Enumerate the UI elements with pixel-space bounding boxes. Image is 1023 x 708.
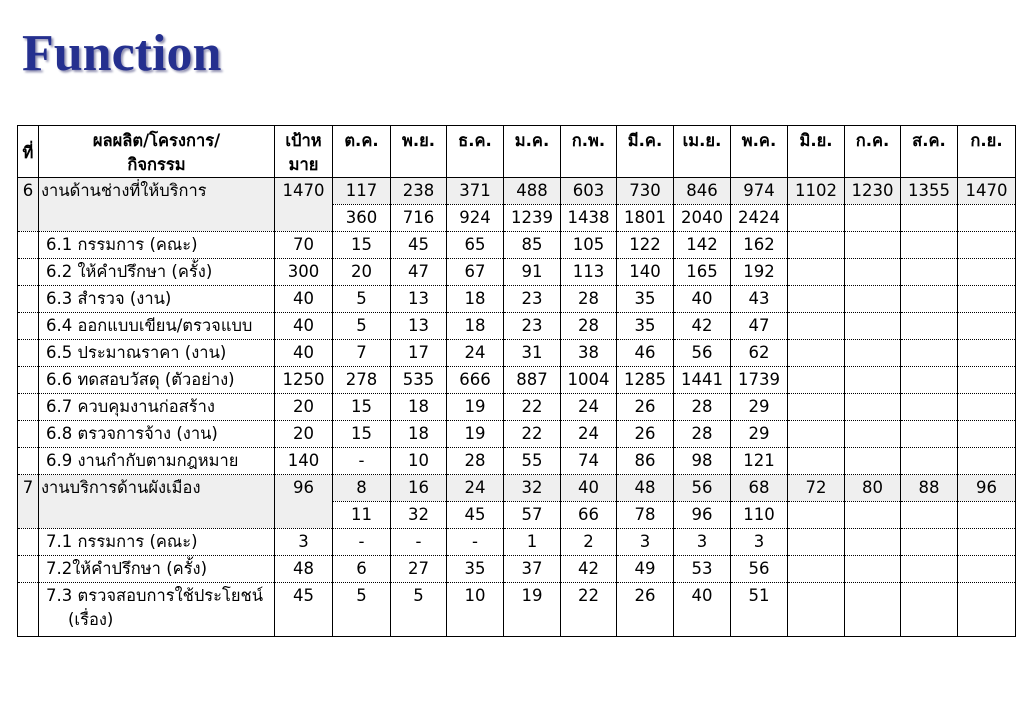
item-row (18, 232, 1016, 259)
month-cell (845, 367, 901, 394)
month-cell: 22 (561, 583, 617, 637)
header-row (18, 126, 1016, 178)
month-cell: 42 (561, 556, 617, 583)
month-cell: 1470 (958, 178, 1016, 205)
header-month: ม.ค. (504, 126, 561, 178)
month-cell: 730 (617, 178, 674, 205)
month-cell (788, 205, 845, 232)
row-number (18, 421, 39, 448)
month-cell: 56 (674, 475, 731, 502)
month-cell: 142 (674, 232, 731, 259)
slide-title: Function (22, 25, 222, 82)
month-cell (958, 205, 1016, 232)
month-cell: 18 (391, 394, 447, 421)
month-cell (788, 448, 845, 475)
month-cell (958, 394, 1016, 421)
item-row (18, 286, 1016, 313)
target-cell: 70 (275, 232, 333, 259)
month-cell: 31 (504, 340, 561, 367)
month-cell: 2 (561, 529, 617, 556)
month-cell: 1239 (504, 205, 561, 232)
month-cell (901, 448, 958, 475)
item-label (39, 286, 275, 313)
month-cell: 1801 (617, 205, 674, 232)
target-cell: 40 (275, 340, 333, 367)
month-cell: 46 (617, 340, 674, 367)
item-label (39, 556, 275, 583)
item-label-text: 7.1 กรรมการ (คณะ) (46, 532, 198, 551)
month-cell: 603 (561, 178, 617, 205)
month-cell: 27 (391, 556, 447, 583)
month-cell (901, 259, 958, 286)
month-cell (901, 340, 958, 367)
month-cell: 29 (731, 394, 788, 421)
row-number (18, 259, 39, 286)
row-number (18, 583, 39, 637)
month-cell: 488 (504, 178, 561, 205)
month-cell (958, 448, 1016, 475)
month-cell: 19 (447, 421, 504, 448)
month-cell: 32 (504, 475, 561, 502)
header-month: พ.ค. (731, 126, 788, 178)
month-cell (788, 313, 845, 340)
target-cell: 45 (275, 583, 333, 637)
month-cell: 16 (391, 475, 447, 502)
month-cell: 121 (731, 448, 788, 475)
month-cell (845, 232, 901, 259)
month-cell: 192 (731, 259, 788, 286)
month-cell: 162 (731, 232, 788, 259)
month-cell (845, 583, 901, 637)
month-cell: 98 (674, 448, 731, 475)
month-cell: 1 (504, 529, 561, 556)
month-cell (788, 394, 845, 421)
month-cell (788, 502, 845, 529)
header-month: ต.ค. (333, 126, 391, 178)
month-cell (901, 556, 958, 583)
row-number (18, 367, 39, 394)
month-cell (901, 286, 958, 313)
item-label (39, 448, 275, 475)
month-cell (788, 556, 845, 583)
month-cell: 1355 (901, 178, 958, 205)
month-cell: 19 (504, 583, 561, 637)
month-cell: 117 (333, 178, 391, 205)
month-cell (958, 529, 1016, 556)
month-cell: 278 (333, 367, 391, 394)
month-cell (845, 286, 901, 313)
month-cell: 45 (391, 232, 447, 259)
month-cell: 88 (901, 475, 958, 502)
month-cell: 6 (333, 556, 391, 583)
header-month: มี.ค. (617, 126, 674, 178)
month-cell: 28 (561, 313, 617, 340)
month-cell: - (391, 529, 447, 556)
item-label (39, 529, 275, 556)
month-cell (958, 232, 1016, 259)
item-label-text: 6.1 กรรมการ (คณะ) (46, 235, 198, 254)
month-cell: 105 (561, 232, 617, 259)
target-cell: 40 (275, 313, 333, 340)
table-header (18, 126, 1016, 178)
month-cell: 18 (447, 286, 504, 313)
month-cell: 85 (504, 232, 561, 259)
month-cell: 716 (391, 205, 447, 232)
month-cell (788, 421, 845, 448)
month-cell: 165 (674, 259, 731, 286)
month-cell (958, 286, 1016, 313)
month-cell (958, 340, 1016, 367)
month-cell: 18 (447, 313, 504, 340)
month-cell: 122 (617, 232, 674, 259)
month-cell: 96 (674, 502, 731, 529)
month-cell (845, 340, 901, 367)
month-cell: 23 (504, 313, 561, 340)
month-cell: 1102 (788, 178, 845, 205)
month-cell: 43 (731, 286, 788, 313)
month-cell (845, 205, 901, 232)
item-row (18, 448, 1016, 475)
item-label-text: 6.9 งานกำกับตามกฎหมาย (46, 451, 239, 470)
month-cell (958, 313, 1016, 340)
month-cell: 26 (617, 421, 674, 448)
row-number (18, 232, 39, 259)
item-label-continued: (เรื่อง) (68, 610, 114, 629)
month-cell: 3 (617, 529, 674, 556)
month-cell: 24 (561, 394, 617, 421)
month-cell: - (447, 529, 504, 556)
month-cell (901, 205, 958, 232)
month-cell: 78 (617, 502, 674, 529)
row-number (18, 529, 39, 556)
header-month: มิ.ย. (788, 126, 845, 178)
month-cell: 1004 (561, 367, 617, 394)
item-row (18, 367, 1016, 394)
month-cell: 74 (561, 448, 617, 475)
month-cell: 66 (561, 502, 617, 529)
row-number: 7 (18, 475, 39, 529)
header-month: พ.ย. (391, 126, 447, 178)
month-cell (958, 502, 1016, 529)
target-cell: 48 (275, 556, 333, 583)
item-row (18, 583, 1016, 637)
month-cell (788, 529, 845, 556)
month-cell: 1441 (674, 367, 731, 394)
month-cell: 15 (333, 232, 391, 259)
month-cell (958, 421, 1016, 448)
results-table (17, 125, 1016, 637)
month-cell (901, 313, 958, 340)
target-cell: 20 (275, 394, 333, 421)
header-target: เป้าห มาย (275, 126, 333, 178)
month-cell: 28 (561, 286, 617, 313)
month-cell: 20 (333, 259, 391, 286)
month-cell: 2040 (674, 205, 731, 232)
month-cell: 37 (504, 556, 561, 583)
month-cell: 1230 (845, 178, 901, 205)
month-cell: 7 (333, 340, 391, 367)
month-cell: - (333, 448, 391, 475)
month-cell: 15 (333, 421, 391, 448)
item-row (18, 394, 1016, 421)
month-cell: 68 (731, 475, 788, 502)
month-cell: 56 (674, 340, 731, 367)
month-cell: 1739 (731, 367, 788, 394)
item-label-text: 6.4 ออกแบบเขียน/ตรวจแบบ (46, 316, 253, 335)
header-month: ก.ค. (845, 126, 901, 178)
item-label (39, 232, 275, 259)
item-label-text: 7.2ให้คำปรึกษา (ครั้ง) (46, 559, 208, 578)
month-cell: 24 (447, 475, 504, 502)
month-cell (845, 556, 901, 583)
month-cell (845, 448, 901, 475)
month-cell: 110 (731, 502, 788, 529)
target-cell: 140 (275, 448, 333, 475)
month-cell: 65 (447, 232, 504, 259)
month-cell: 29 (731, 421, 788, 448)
month-cell: 56 (731, 556, 788, 583)
month-cell: 5 (333, 313, 391, 340)
month-cell: 113 (561, 259, 617, 286)
row-number (18, 286, 39, 313)
target-cell: 1470 (275, 178, 333, 232)
row-number (18, 448, 39, 475)
item-label (39, 259, 275, 286)
month-cell: 24 (447, 340, 504, 367)
header-month: ธ.ค. (447, 126, 504, 178)
month-cell (788, 367, 845, 394)
target-cell: 3 (275, 529, 333, 556)
item-label (39, 394, 275, 421)
group-label: งานด้านช่างที่ให้บริการ (39, 178, 275, 232)
month-cell: 19 (447, 394, 504, 421)
item-label-text: 6.2 ให้คำปรึกษา (ครั้ง) (46, 262, 213, 281)
month-cell (958, 556, 1016, 583)
month-cell (901, 529, 958, 556)
month-cell: 371 (447, 178, 504, 205)
month-cell: 28 (674, 421, 731, 448)
month-cell: 360 (333, 205, 391, 232)
month-cell: 48 (617, 475, 674, 502)
month-cell: 924 (447, 205, 504, 232)
month-cell (788, 286, 845, 313)
month-cell: 26 (617, 394, 674, 421)
item-label-text: 6.3 สำรวจ (งาน) (46, 289, 172, 308)
month-cell: 15 (333, 394, 391, 421)
month-cell: 140 (617, 259, 674, 286)
item-row (18, 529, 1016, 556)
month-cell: 10 (447, 583, 504, 637)
month-cell (845, 313, 901, 340)
header-month: ส.ค. (901, 126, 958, 178)
table-body (18, 178, 1016, 637)
month-cell: 35 (617, 286, 674, 313)
month-cell: 3 (731, 529, 788, 556)
month-cell (958, 583, 1016, 637)
item-row (18, 313, 1016, 340)
item-row (18, 421, 1016, 448)
month-cell: 238 (391, 178, 447, 205)
month-cell: - (333, 529, 391, 556)
month-cell (901, 232, 958, 259)
month-cell: 45 (447, 502, 504, 529)
month-cell: 55 (504, 448, 561, 475)
month-cell: 40 (674, 286, 731, 313)
month-cell: 35 (617, 313, 674, 340)
month-cell: 846 (674, 178, 731, 205)
month-cell: 11 (333, 502, 391, 529)
month-cell: 40 (674, 583, 731, 637)
item-label-text: 6.7 ควบคุมงานก่อสร้าง (46, 397, 215, 416)
month-cell: 28 (447, 448, 504, 475)
month-cell: 23 (504, 286, 561, 313)
header-month: ก.ย. (958, 126, 1016, 178)
month-cell: 1438 (561, 205, 617, 232)
target-cell: 96 (275, 475, 333, 529)
month-cell: 38 (561, 340, 617, 367)
item-label-text: 7.3 ตรวจสอบการใช้ประโยชน์ (46, 586, 264, 605)
month-cell (788, 340, 845, 367)
month-cell (788, 259, 845, 286)
month-cell: 28 (674, 394, 731, 421)
header-month: เม.ย. (674, 126, 731, 178)
month-cell: 26 (617, 583, 674, 637)
month-cell: 62 (731, 340, 788, 367)
month-cell: 80 (845, 475, 901, 502)
month-cell: 24 (561, 421, 617, 448)
month-cell: 86 (617, 448, 674, 475)
target-cell: 40 (275, 286, 333, 313)
month-cell: 22 (504, 421, 561, 448)
month-cell (845, 259, 901, 286)
month-cell (958, 259, 1016, 286)
month-cell (958, 367, 1016, 394)
month-cell: 2424 (731, 205, 788, 232)
item-row (18, 259, 1016, 286)
month-cell: 535 (391, 367, 447, 394)
month-cell: 42 (674, 313, 731, 340)
month-cell: 22 (504, 394, 561, 421)
month-cell (901, 421, 958, 448)
row-number (18, 340, 39, 367)
month-cell (788, 232, 845, 259)
header-month: ก.พ. (561, 126, 617, 178)
month-cell: 47 (391, 259, 447, 286)
month-cell (845, 529, 901, 556)
row-number (18, 556, 39, 583)
month-cell: 35 (447, 556, 504, 583)
month-cell: 72 (788, 475, 845, 502)
group-label: งานบริการด้านผังเมือง (39, 475, 275, 529)
month-cell: 32 (391, 502, 447, 529)
group-row (18, 178, 1016, 205)
target-cell: 1250 (275, 367, 333, 394)
month-cell: 96 (958, 475, 1016, 502)
month-cell: 47 (731, 313, 788, 340)
row-number (18, 313, 39, 340)
item-label (39, 340, 275, 367)
month-cell: 91 (504, 259, 561, 286)
item-label (39, 367, 275, 394)
month-cell: 53 (674, 556, 731, 583)
month-cell: 1285 (617, 367, 674, 394)
month-cell: 887 (504, 367, 561, 394)
item-label-text: 6.6 ทดสอบวัสดุ (ตัวอย่าง) (46, 370, 235, 389)
month-cell (845, 394, 901, 421)
month-cell: 67 (447, 259, 504, 286)
item-label (39, 421, 275, 448)
month-cell: 5 (333, 583, 391, 637)
month-cell: 57 (504, 502, 561, 529)
month-cell (788, 583, 845, 637)
month-cell: 18 (391, 421, 447, 448)
header-no: ที่ (18, 126, 39, 178)
month-cell: 13 (391, 286, 447, 313)
row-number: 6 (18, 178, 39, 232)
month-cell (901, 583, 958, 637)
item-label-text: 6.8 ตรวจการจ้าง (งาน) (46, 424, 218, 443)
month-cell: 5 (333, 286, 391, 313)
month-cell: 8 (333, 475, 391, 502)
item-row (18, 556, 1016, 583)
item-row (18, 340, 1016, 367)
month-cell (845, 502, 901, 529)
month-cell: 40 (561, 475, 617, 502)
row-number (18, 394, 39, 421)
month-cell (901, 394, 958, 421)
target-cell: 300 (275, 259, 333, 286)
month-cell (901, 502, 958, 529)
header-item: ผลผลิต/โครงการ/ กิจกรรม (39, 126, 275, 178)
month-cell: 17 (391, 340, 447, 367)
month-cell (845, 421, 901, 448)
group-row (18, 475, 1016, 502)
item-label (39, 583, 275, 637)
item-label (39, 313, 275, 340)
target-cell: 20 (275, 421, 333, 448)
month-cell: 13 (391, 313, 447, 340)
month-cell: 974 (731, 178, 788, 205)
month-cell: 3 (674, 529, 731, 556)
month-cell (901, 367, 958, 394)
month-cell: 5 (391, 583, 447, 637)
month-cell: 666 (447, 367, 504, 394)
month-cell: 49 (617, 556, 674, 583)
item-label-text: 6.5 ประมาณราคา (งาน) (46, 343, 227, 362)
month-cell: 51 (731, 583, 788, 637)
month-cell: 10 (391, 448, 447, 475)
